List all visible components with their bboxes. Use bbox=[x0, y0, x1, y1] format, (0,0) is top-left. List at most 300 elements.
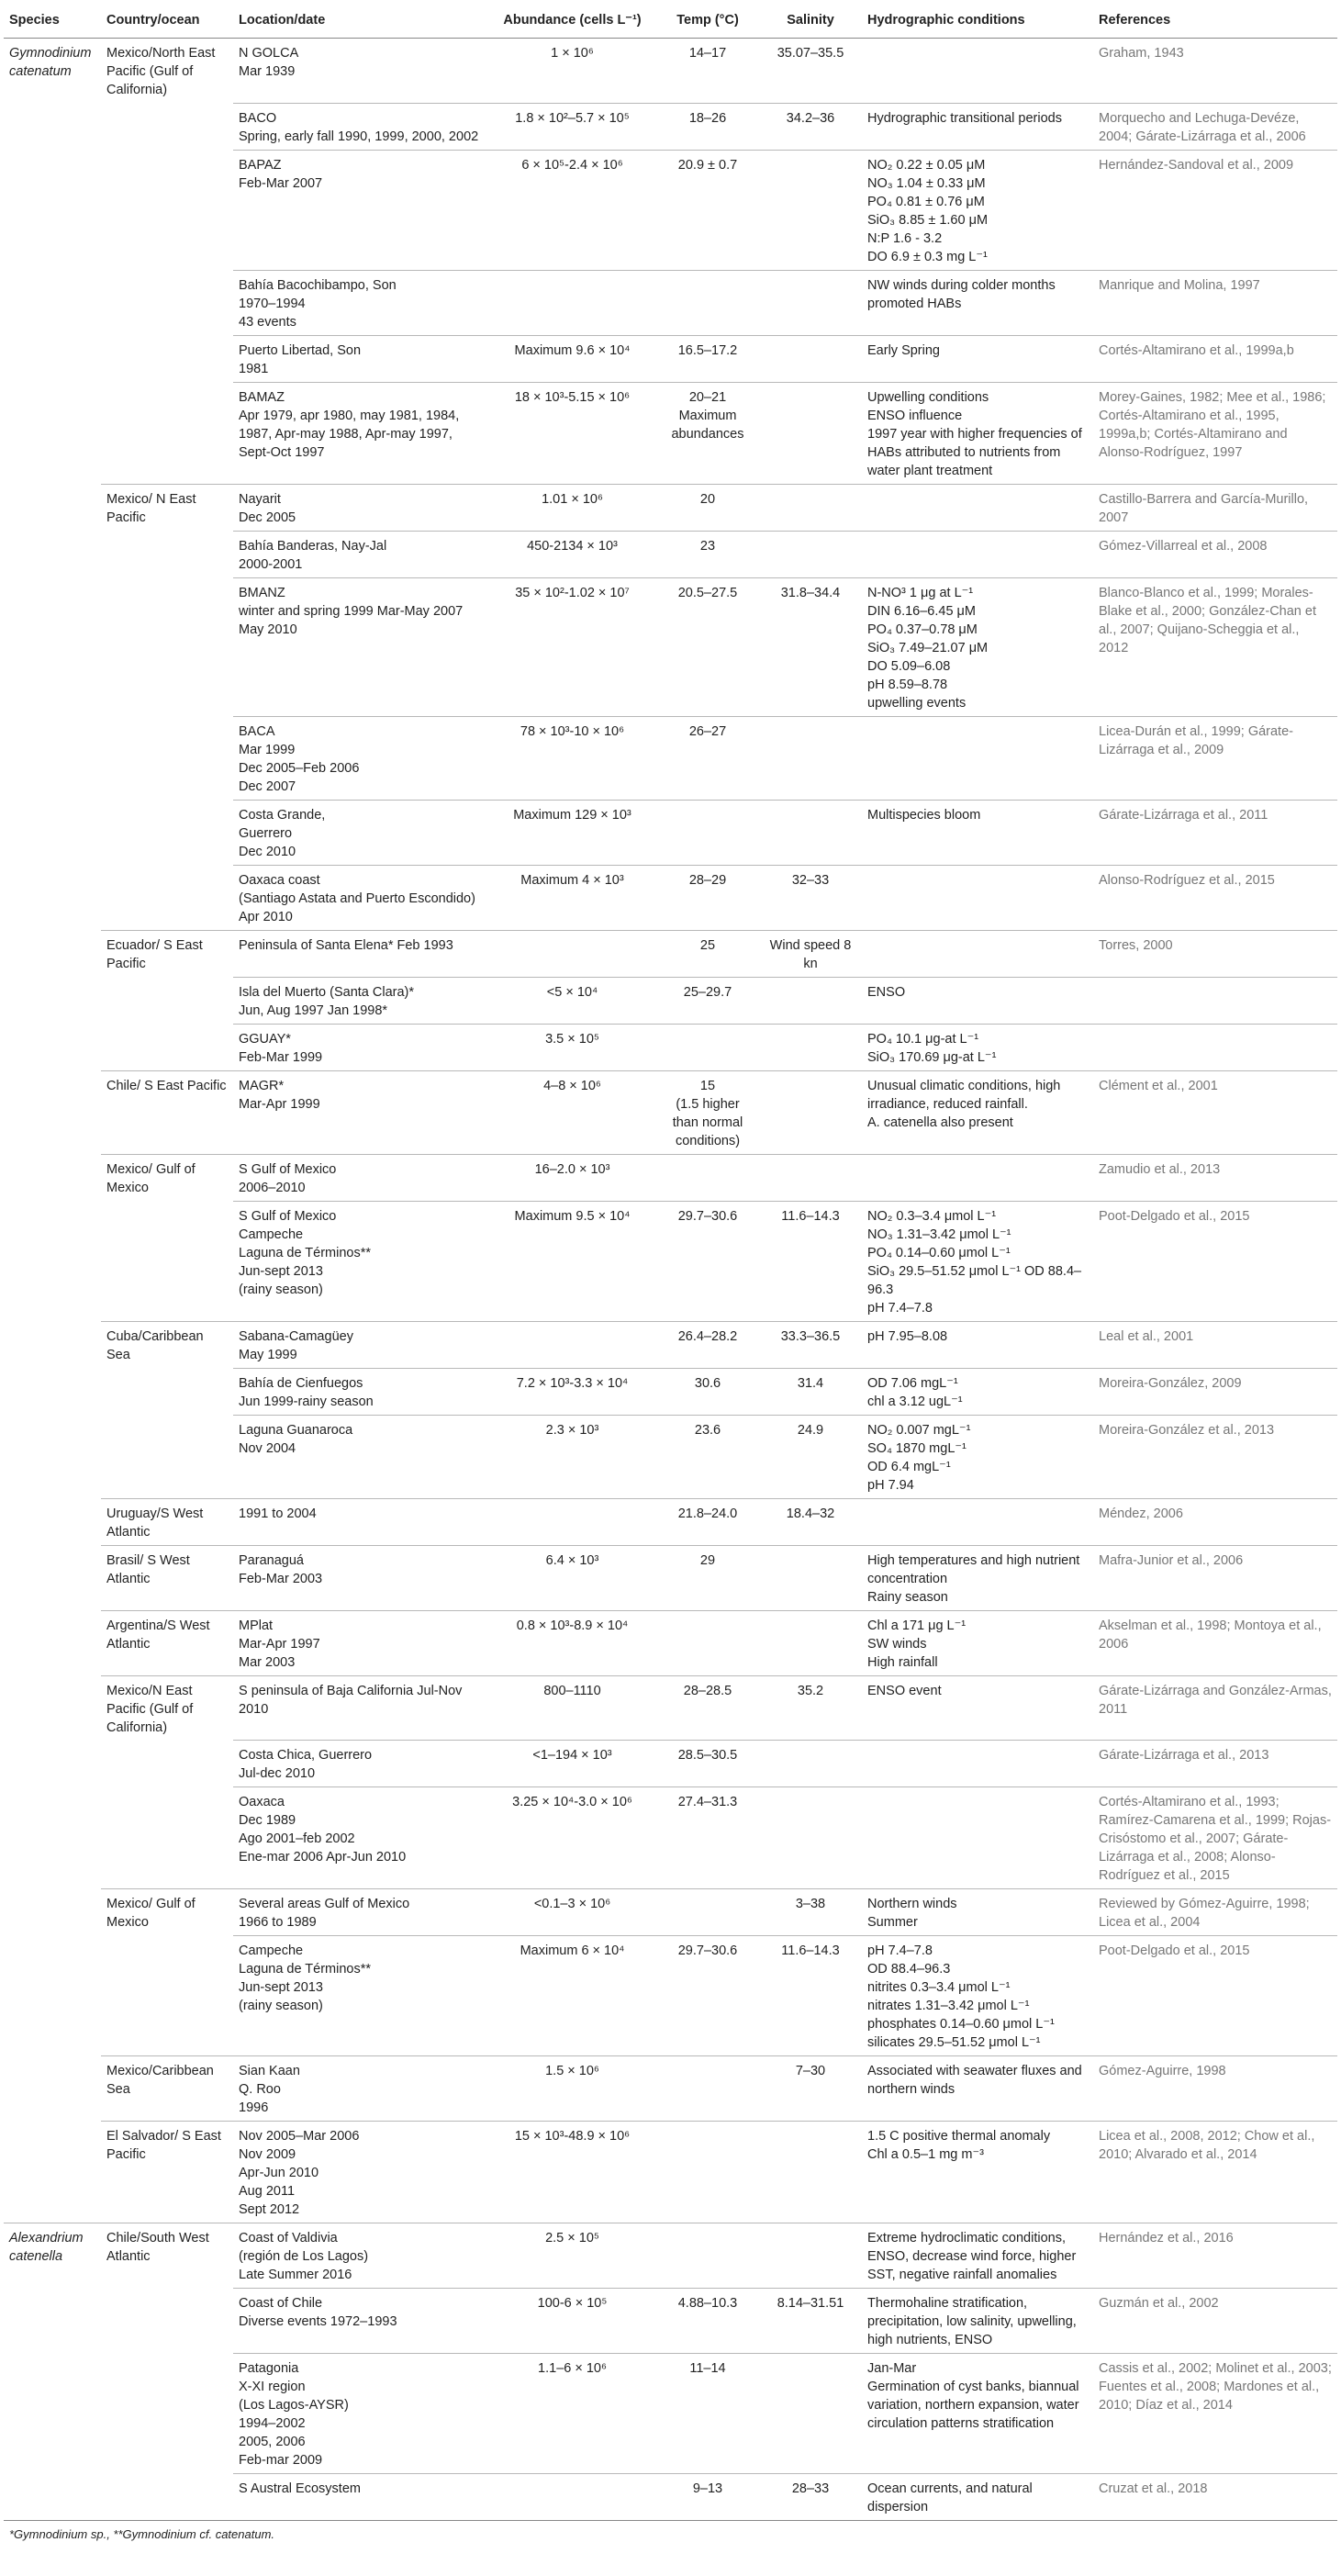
hydrographic-cell bbox=[862, 531, 1093, 577]
table-row bbox=[4, 382, 1337, 484]
species-cell bbox=[4, 1545, 101, 1610]
salinity-cell: 34.2–36 bbox=[759, 103, 862, 150]
salinity-cell bbox=[759, 1545, 862, 1610]
location-cell: Nov 2005–Mar 2006 Nov 2009 Apr-Jun 2010 Aug 2011 Sept 2012 bbox=[233, 2122, 488, 2223]
table-row bbox=[4, 1154, 1337, 1201]
header-salinity: Salinity bbox=[759, 4, 862, 39]
temp-cell: 28.5–30.5 bbox=[656, 1741, 759, 1787]
location-cell: Paranaguá Feb-Mar 2003 bbox=[233, 1545, 488, 1610]
references-cell bbox=[1093, 977, 1337, 1024]
references-cell: Zamudio et al., 2013 bbox=[1093, 1154, 1337, 1201]
abundance-cell: 6 × 10⁵-2.4 × 10⁶ bbox=[488, 150, 656, 270]
abundance-cell: 3.25 × 10⁴-3.0 × 10⁶ bbox=[488, 1787, 656, 1889]
hydrographic-cell: Upwelling conditions ENSO influence 1997 year with higher frequencies of HABs attributed to nutrients from water plant treatment bbox=[862, 382, 1093, 484]
country-cell: Mexico/Caribbean Sea bbox=[101, 2056, 233, 2122]
temp-cell: 23 bbox=[656, 531, 759, 577]
table-body bbox=[4, 39, 1337, 2521]
table-row bbox=[4, 39, 1337, 104]
hydrographic-cell: ENSO event bbox=[862, 1675, 1093, 1741]
references-cell bbox=[1093, 1024, 1337, 1070]
hydrographic-cell: Unusual climatic conditions, high irradiance, reduced rainfall. A. catenella also present bbox=[862, 1070, 1093, 1154]
country-cell bbox=[101, 1368, 233, 1415]
country-cell bbox=[101, 270, 233, 335]
species-cell bbox=[4, 1201, 101, 1321]
references-cell: Moreira-González et al., 2013 bbox=[1093, 1415, 1337, 1498]
salinity-cell: 3–38 bbox=[759, 1889, 862, 1936]
country-cell bbox=[101, 150, 233, 270]
location-cell: Isla del Muerto (Santa Clara)* Jun, Aug 1997 Jan 1998* bbox=[233, 977, 488, 1024]
abundance-cell: Maximum 4 × 10³ bbox=[488, 865, 656, 930]
species-cell bbox=[4, 977, 101, 1024]
salinity-cell: 11.6–14.3 bbox=[759, 1936, 862, 2056]
abundance-cell: 1 × 10⁶ bbox=[551, 46, 594, 61]
table-row bbox=[4, 1368, 1337, 1415]
references-cell: Manrique and Molina, 1997 bbox=[1093, 270, 1337, 335]
temp-cell bbox=[656, 1610, 759, 1675]
species-cell bbox=[4, 2474, 101, 2521]
country-cell bbox=[101, 1415, 233, 1498]
salinity-cell: 35.2 bbox=[759, 1675, 862, 1741]
references-cell: Méndez, 2006 bbox=[1093, 1498, 1337, 1545]
abundance-cell: Maximum 9.5 × 10⁴ bbox=[488, 1201, 656, 1321]
hydrographic-cell bbox=[862, 865, 1093, 930]
location-cell: Costa Grande, Guerrero Dec 2010 bbox=[233, 800, 488, 865]
species-cell bbox=[4, 716, 101, 800]
references-cell: Cassis et al., 2002; Molinet et al., 2003; Fuentes et al., 2008; Mardones et al., 2010; Díaz et al., 2014 bbox=[1093, 2354, 1337, 2474]
abundance-cell: 4–8 × 10⁶ bbox=[488, 1070, 656, 1154]
header-temp: Temp (°C) bbox=[656, 4, 759, 39]
country-cell bbox=[101, 335, 233, 382]
hydrographic-cell: NO₂ 0.22 ± 0.05 μM NO₃ 1.04 ± 0.33 μM PO₄ 0.81 ± 0.76 μM SiO₃ 8.85 ± 1.60 μM N:P 1.6 - 3.2 DO 6.9 ± 0.3 mg L⁻¹ bbox=[862, 150, 1093, 270]
salinity-cell: 24.9 bbox=[759, 1415, 862, 1498]
country-cell: Mexico/N East Pacific (Gulf of California) bbox=[101, 1675, 233, 1741]
hydrographic-cell: ENSO bbox=[862, 977, 1093, 1024]
abundance-cell: Maximum 6 × 10⁴ bbox=[488, 1936, 656, 2056]
references-cell: Cortés-Altamirano et al., 1999a,b bbox=[1093, 335, 1337, 382]
references-cell: Poot-Delgado et al., 2015 bbox=[1093, 1201, 1337, 1321]
location-cell: Laguna Guanaroca Nov 2004 bbox=[233, 1415, 488, 1498]
country-cell bbox=[101, 103, 233, 150]
hydrographic-cell: Early Spring bbox=[862, 335, 1093, 382]
location-cell: Puerto Libertad, Son 1981 bbox=[233, 335, 488, 382]
species-cell bbox=[4, 2289, 101, 2354]
abundance-cell: 100-6 × 10⁵ bbox=[488, 2289, 656, 2354]
hydrographic-cell: Northern winds Summer bbox=[862, 1889, 1093, 1936]
species-cell bbox=[4, 1610, 101, 1675]
species-cell bbox=[4, 1321, 101, 1368]
hydrographic-cell: Extreme hydroclimatic conditions, ENSO, decrease wind force, higher SST, negative rainfall anomalies bbox=[862, 2223, 1093, 2289]
country-cell bbox=[101, 531, 233, 577]
temp-cell: 18–26 bbox=[656, 103, 759, 150]
abundance-cell: 78 × 10³-10 × 10⁶ bbox=[488, 716, 656, 800]
table-row bbox=[4, 1321, 1337, 1368]
species-cell bbox=[4, 577, 101, 716]
hydrographic-cell: pH 7.4–7.8 OD 88.4–96.3 nitrites 0.3–3.4 μmol L⁻¹ nitrates 1.31–3.42 μmol L⁻¹ phosphates 0.14–0.60 μmol L⁻¹ silicates 29.5–51.52 μmol L⁻¹ bbox=[862, 1936, 1093, 2056]
species-cell bbox=[4, 1415, 101, 1498]
temp-cell: 16.5–17.2 bbox=[656, 335, 759, 382]
table-row bbox=[4, 1610, 1337, 1675]
abundance-cell: Maximum 9.6 × 10⁴ bbox=[488, 335, 656, 382]
species-cell bbox=[4, 2056, 101, 2122]
hydrographic-cell: OD 7.06 mgL⁻¹ chl a 3.12 ugL⁻¹ bbox=[862, 1368, 1093, 1415]
country-cell bbox=[101, 716, 233, 800]
species-cell bbox=[4, 1675, 101, 1741]
hab-records-table bbox=[4, 4, 1337, 2520]
temp-cell: 20.9 ± 0.7 bbox=[656, 150, 759, 270]
hydrographic-cell: Multispecies bloom bbox=[862, 800, 1093, 865]
species-cell bbox=[4, 800, 101, 865]
references-cell: Reviewed by Gómez-Aguirre, 1998; Licea et al., 2004 bbox=[1093, 1889, 1337, 1936]
abundance-cell: 1.5 × 10⁶ bbox=[488, 2056, 656, 2122]
location-cell: BACO Spring, early fall 1990, 1999, 2000, 2002 bbox=[233, 103, 488, 150]
temp-cell: 26–27 bbox=[656, 716, 759, 800]
table-row bbox=[4, 1070, 1337, 1154]
references-cell: Torres, 2000 bbox=[1093, 930, 1337, 977]
references-cell: Cortés-Altamirano et al., 1993; Ramírez-Camarena et al., 1999; Rojas-Crisóstomo et al., 2007; Gárate-Lizárraga et al., 2008; Alonso-Rodríguez et al., 2015 bbox=[1093, 1787, 1337, 1889]
temp-cell: 14–17 bbox=[688, 46, 727, 61]
temp-cell: 11–14 bbox=[656, 2354, 759, 2474]
location-cell: Oaxaca Dec 1989 Ago 2001–feb 2002 Ene-mar 2006 Apr-Jun 2010 bbox=[233, 1787, 488, 1889]
abundance-cell bbox=[488, 930, 656, 977]
country-cell: Uruguay/S West Atlantic bbox=[101, 1498, 233, 1545]
hydrographic-cell: Chl a 171 μg L⁻¹ SW winds High rainfall bbox=[862, 1610, 1093, 1675]
location-cell: Costa Chica, Guerrero Jul-dec 2010 bbox=[233, 1741, 488, 1787]
temp-cell: 4.88–10.3 bbox=[656, 2289, 759, 2354]
table-row bbox=[4, 270, 1337, 335]
salinity-cell bbox=[759, 1154, 862, 1201]
hydrographic-cell: Jan-Mar Germination of cyst banks, biannual variation, northern expansion, water circulation patterns stratification bbox=[862, 2354, 1093, 2474]
temp-cell: 30.6 bbox=[656, 1368, 759, 1415]
hydrographic-cell bbox=[862, 39, 1093, 104]
temp-cell bbox=[656, 1889, 759, 1936]
temp-cell: 20.5–27.5 bbox=[656, 577, 759, 716]
location-cell: S Gulf of Mexico Campeche Laguna de Términos** Jun-sept 2013 (rainy season) bbox=[233, 1201, 488, 1321]
table-row bbox=[4, 150, 1337, 270]
species-cell bbox=[4, 1936, 101, 2056]
temp-cell: 29.7–30.6 bbox=[656, 1201, 759, 1321]
species-cell bbox=[4, 1024, 101, 1070]
hydrographic-cell: PO₄ 10.1 μg-at L⁻¹ SiO₃ 170.69 μg-at L⁻¹ bbox=[862, 1024, 1093, 1070]
temp-cell: 25–29.7 bbox=[656, 977, 759, 1024]
abundance-cell: <5 × 10⁴ bbox=[488, 977, 656, 1024]
abundance-cell bbox=[488, 270, 656, 335]
table-row bbox=[4, 2056, 1337, 2122]
table-row bbox=[4, 2354, 1337, 2474]
species-cell bbox=[4, 1070, 101, 1154]
species-cell: Gymnodinium catenatum bbox=[9, 46, 92, 79]
abundance-cell: Maximum 129 × 10³ bbox=[488, 800, 656, 865]
references-cell: Licea-Durán et al., 1999; Gárate-Lizárraga et al., 2009 bbox=[1093, 716, 1337, 800]
abundance-cell: 7.2 × 10³-3.3 × 10⁴ bbox=[488, 1368, 656, 1415]
salinity-cell bbox=[759, 150, 862, 270]
country-cell bbox=[101, 2289, 233, 2354]
salinity-cell: Wind speed 8 kn bbox=[759, 930, 862, 977]
references-cell: Mafra-Junior et al., 2006 bbox=[1093, 1545, 1337, 1610]
table-row bbox=[4, 1545, 1337, 1610]
location-cell: BMANZ winter and spring 1999 Mar-May 2007 May 2010 bbox=[233, 577, 488, 716]
location-cell: S peninsula of Baja California Jul-Nov 2010 bbox=[233, 1675, 488, 1741]
species-cell bbox=[4, 382, 101, 484]
abundance-cell: <1–194 × 10³ bbox=[488, 1741, 656, 1787]
location-cell: Bahía de Cienfuegos Jun 1999-rainy season bbox=[233, 1368, 488, 1415]
location-cell: GGUAY* Feb-Mar 1999 bbox=[233, 1024, 488, 1070]
location-cell: Peninsula of Santa Elena* Feb 1993 bbox=[233, 930, 488, 977]
country-cell bbox=[101, 1024, 233, 1070]
references-cell: Hernández-Sandoval et al., 2009 bbox=[1093, 150, 1337, 270]
country-cell: Mexico/ N East Pacific bbox=[101, 484, 233, 531]
abundance-cell: 3.5 × 10⁵ bbox=[488, 1024, 656, 1070]
hydrographic-cell bbox=[862, 1498, 1093, 1545]
references-cell: Alonso-Rodríguez et al., 2015 bbox=[1093, 865, 1337, 930]
temp-cell: 27.4–31.3 bbox=[656, 1787, 759, 1889]
table-row bbox=[4, 1201, 1337, 1321]
species-cell bbox=[4, 1787, 101, 1889]
temp-cell: 29 bbox=[656, 1545, 759, 1610]
table-row bbox=[4, 2223, 1337, 2289]
table-footnote: *Gymnodinium sp., **Gymnodinium cf. catenatum. bbox=[9, 2527, 275, 2541]
abundance-cell: 2.3 × 10³ bbox=[488, 1415, 656, 1498]
salinity-cell bbox=[759, 1610, 862, 1675]
salinity-cell: 33.3–36.5 bbox=[759, 1321, 862, 1368]
abundance-cell: 0.8 × 10³-8.9 × 10⁴ bbox=[488, 1610, 656, 1675]
table-row bbox=[4, 2122, 1337, 2223]
salinity-cell bbox=[759, 1024, 862, 1070]
abundance-cell: 16–2.0 × 10³ bbox=[488, 1154, 656, 1201]
species-cell bbox=[4, 930, 101, 977]
table-row bbox=[4, 1936, 1337, 2056]
abundance-cell: 18 × 10³-5.15 × 10⁶ bbox=[488, 382, 656, 484]
country-cell: Chile/South West Atlantic bbox=[101, 2223, 233, 2289]
location-cell: Sabana-Camagüey May 1999 bbox=[233, 1321, 488, 1368]
location-cell: 1991 to 2004 bbox=[233, 1498, 488, 1545]
salinity-cell: 35.07–35.5 bbox=[777, 46, 844, 61]
location-cell: MAGR* Mar-Apr 1999 bbox=[233, 1070, 488, 1154]
references-cell: Gómez-Villarreal et al., 2008 bbox=[1093, 531, 1337, 577]
country-cell bbox=[101, 977, 233, 1024]
table-row bbox=[4, 1675, 1337, 1741]
salinity-cell: 31.4 bbox=[759, 1368, 862, 1415]
references-cell: Gómez-Aguirre, 1998 bbox=[1093, 2056, 1337, 2122]
abundance-cell: 1.01 × 10⁶ bbox=[488, 484, 656, 531]
references-cell: Poot-Delgado et al., 2015 bbox=[1093, 1936, 1337, 2056]
abundance-cell bbox=[488, 1498, 656, 1545]
country-cell: Mexico/ Gulf of Mexico bbox=[101, 1889, 233, 1936]
location-cell: S Austral Ecosystem bbox=[233, 2474, 488, 2521]
country-cell: Argentina/S West Atlantic bbox=[101, 1610, 233, 1675]
temp-cell: 26.4–28.2 bbox=[656, 1321, 759, 1368]
country-cell: Cuba/Caribbean Sea bbox=[101, 1321, 233, 1368]
temp-cell bbox=[656, 1154, 759, 1201]
location-cell: Several areas Gulf of Mexico 1966 to 1989 bbox=[233, 1889, 488, 1936]
abundance-cell: 450-2134 × 10³ bbox=[488, 531, 656, 577]
species-cell bbox=[4, 270, 101, 335]
hydrographic-cell bbox=[862, 484, 1093, 531]
references-cell: Gárate-Lizárraga et al., 2013 bbox=[1093, 1741, 1337, 1787]
table-row bbox=[4, 484, 1337, 531]
species-cell bbox=[4, 484, 101, 531]
salinity-cell bbox=[759, 531, 862, 577]
abundance-cell: <0.1–3 × 10⁶ bbox=[488, 1889, 656, 1936]
country-cell bbox=[101, 2354, 233, 2474]
hydrographic-cell: Hydrographic transitional periods bbox=[862, 103, 1093, 150]
references-cell: Gárate-Lizárraga et al., 2011 bbox=[1093, 800, 1337, 865]
table-row bbox=[4, 1741, 1337, 1787]
table-row bbox=[4, 1498, 1337, 1545]
country-cell: Chile/ S East Pacific bbox=[101, 1070, 233, 1154]
temp-cell bbox=[656, 2122, 759, 2223]
header-species: Species bbox=[4, 4, 101, 39]
hydrographic-cell bbox=[862, 1787, 1093, 1889]
table-row bbox=[4, 335, 1337, 382]
salinity-cell bbox=[759, 1070, 862, 1154]
hydrographic-cell: High temperatures and high nutrient concentration Rainy season bbox=[862, 1545, 1093, 1610]
temp-cell bbox=[656, 1024, 759, 1070]
species-cell bbox=[4, 2354, 101, 2474]
temp-cell bbox=[656, 270, 759, 335]
species-cell bbox=[4, 1741, 101, 1787]
location-cell: BACA Mar 1999 Dec 2005–Feb 2006 Dec 2007 bbox=[233, 716, 488, 800]
salinity-cell bbox=[759, 382, 862, 484]
header-country: Country/ocean bbox=[101, 4, 233, 39]
location-cell: Campeche Laguna de Términos** Jun-sept 2013 (rainy season) bbox=[233, 1936, 488, 2056]
temp-cell: 9–13 bbox=[656, 2474, 759, 2521]
location-cell: Coast of Valdivia (región de Los Lagos) Late Summer 2016 bbox=[233, 2223, 488, 2289]
salinity-cell bbox=[759, 800, 862, 865]
temp-cell: 21.8–24.0 bbox=[656, 1498, 759, 1545]
salinity-cell: 31.8–34.4 bbox=[759, 577, 862, 716]
table-row bbox=[4, 977, 1337, 1024]
hydrographic-cell bbox=[862, 1741, 1093, 1787]
hydrographic-cell: NO₂ 0.007 mgL⁻¹ SO₄ 1870 mgL⁻¹ OD 6.4 mgL⁻¹ pH 7.94 bbox=[862, 1415, 1093, 1498]
salinity-cell bbox=[759, 335, 862, 382]
temp-cell: 25 bbox=[656, 930, 759, 977]
country-cell: Ecuador/ S East Pacific bbox=[101, 930, 233, 977]
country-cell bbox=[101, 800, 233, 865]
references-cell: Clément et al., 2001 bbox=[1093, 1070, 1337, 1154]
references-cell: Akselman et al., 1998; Montoya et al., 2006 bbox=[1093, 1610, 1337, 1675]
abundance-cell: 35 × 10²-1.02 × 10⁷ bbox=[488, 577, 656, 716]
country-cell: Brasil/ S West Atlantic bbox=[101, 1545, 233, 1610]
references-cell: Licea et al., 2008, 2012; Chow et al., 2010; Alvarado et al., 2014 bbox=[1093, 2122, 1337, 2223]
temp-cell: 20 bbox=[656, 484, 759, 531]
temp-cell bbox=[656, 800, 759, 865]
abundance-cell: 15 × 10³-48.9 × 10⁶ bbox=[488, 2122, 656, 2223]
hydrographic-cell bbox=[862, 930, 1093, 977]
salinity-cell bbox=[759, 2223, 862, 2289]
temp-cell: 20–21 Maximum abundances bbox=[656, 382, 759, 484]
header-location: Location/date bbox=[233, 4, 488, 39]
salinity-cell bbox=[759, 270, 862, 335]
table-row bbox=[4, 930, 1337, 977]
references-cell: Gárate-Lizárraga and González-Armas, 2011 bbox=[1093, 1675, 1337, 1741]
country-cell: Mexico/North East Pacific (Gulf of California) bbox=[106, 46, 216, 97]
table-row bbox=[4, 716, 1337, 800]
salinity-cell bbox=[759, 1741, 862, 1787]
abundance-cell: 6.4 × 10³ bbox=[488, 1545, 656, 1610]
salinity-cell bbox=[759, 1787, 862, 1889]
country-cell bbox=[101, 1741, 233, 1787]
country-cell bbox=[101, 1787, 233, 1889]
location-cell: Bahía Bacochibampo, Son 1970–1994 43 events bbox=[233, 270, 488, 335]
temp-cell: 28–28.5 bbox=[656, 1675, 759, 1741]
header-abundance: Abundance (cells L⁻¹) bbox=[488, 4, 656, 39]
references-cell: Graham, 1943 bbox=[1099, 46, 1184, 61]
country-cell bbox=[101, 1936, 233, 2056]
abundance-cell: 1.8 × 10²–5.7 × 10⁵ bbox=[488, 103, 656, 150]
table-row bbox=[4, 2289, 1337, 2354]
abundance-cell bbox=[488, 2474, 656, 2521]
location-cell: S Gulf of Mexico 2006–2010 bbox=[233, 1154, 488, 1201]
references-cell: Moreira-González, 2009 bbox=[1093, 1368, 1337, 1415]
temp-cell bbox=[656, 2056, 759, 2122]
hydrographic-cell: NW winds during colder months promoted HABs bbox=[862, 270, 1093, 335]
location-cell: BAPAZ Feb-Mar 2007 bbox=[233, 150, 488, 270]
table-row bbox=[4, 1787, 1337, 1889]
temp-cell: 29.7–30.6 bbox=[656, 1936, 759, 2056]
hydrographic-cell: NO₂ 0.3–3.4 μmol L⁻¹ NO₃ 1.31–3.42 μmol L⁻¹ PO₄ 0.14–0.60 μmol L⁻¹ SiO₃ 29.5–51.52 μmol L⁻¹ OD 88.4–96.3 pH 7.4–7.8 bbox=[862, 1201, 1093, 1321]
species-cell bbox=[4, 150, 101, 270]
salinity-cell: 18.4–32 bbox=[759, 1498, 862, 1545]
references-cell: Guzmán et al., 2002 bbox=[1093, 2289, 1337, 2354]
location-cell: Nayarit Dec 2005 bbox=[233, 484, 488, 531]
salinity-cell bbox=[759, 484, 862, 531]
location-cell: BAMAZ Apr 1979, apr 1980, may 1981, 1984, 1987, Apr-may 1988, Apr-may 1997, Sept-Oct 1997 bbox=[233, 382, 488, 484]
table-row bbox=[4, 531, 1337, 577]
salinity-cell: 11.6–14.3 bbox=[759, 1201, 862, 1321]
abundance-cell: 2.5 × 10⁵ bbox=[488, 2223, 656, 2289]
references-cell: Hernández et al., 2016 bbox=[1093, 2223, 1337, 2289]
species-cell bbox=[4, 335, 101, 382]
table-row bbox=[4, 1415, 1337, 1498]
country-cell bbox=[101, 577, 233, 716]
hydrographic-cell: Thermohaline stratification, precipitation, low salinity, upwelling, high nutrients, ENSO bbox=[862, 2289, 1093, 2354]
country-cell: Mexico/ Gulf of Mexico bbox=[101, 1154, 233, 1201]
temp-cell: 15 (1.5 higher than normal conditions) bbox=[656, 1070, 759, 1154]
references-cell: Blanco-Blanco et al., 1999; Morales-Blake et al., 2000; González-Chan et al., 2007; Quijano-Scheggia et al., 2012 bbox=[1093, 577, 1337, 716]
species-cell bbox=[4, 2122, 101, 2223]
location-cell: Oaxaca coast (Santiago Astata and Puerto Escondido) Apr 2010 bbox=[233, 865, 488, 930]
document bbox=[4, 4, 1337, 2543]
hydrographic-cell bbox=[862, 716, 1093, 800]
country-cell bbox=[101, 382, 233, 484]
hydrographic-cell bbox=[862, 1154, 1093, 1201]
country-cell bbox=[101, 2474, 233, 2521]
header-row bbox=[4, 4, 1337, 39]
hydrographic-cell: N-NO³ 1 μg at L⁻¹ DIN 6.16–6.45 μM PO₄ 0.37–0.78 μM SiO₃ 7.49–21.07 μM DO 5.09–6.08 pH 8.59–8.78 upwelling events bbox=[862, 577, 1093, 716]
references-cell: Morquecho and Lechuga-Devéze, 2004; Gárate-Lizárraga et al., 2006 bbox=[1093, 103, 1337, 150]
salinity-cell bbox=[759, 2122, 862, 2223]
hydrographic-cell: 1.5 C positive thermal anomaly Chl a 0.5–1 mg m⁻³ bbox=[862, 2122, 1093, 2223]
table-row bbox=[4, 1889, 1337, 1936]
species-cell bbox=[4, 1889, 101, 1936]
location-cell: Coast of Chile Diverse events 1972–1993 bbox=[233, 2289, 488, 2354]
species-cell bbox=[4, 865, 101, 930]
location-cell: Bahía Banderas, Nay-Jal 2000-2001 bbox=[233, 531, 488, 577]
table-row bbox=[4, 103, 1337, 150]
salinity-cell: 32–33 bbox=[759, 865, 862, 930]
location-cell: MPlat Mar-Apr 1997 Mar 2003 bbox=[233, 1610, 488, 1675]
table-row bbox=[4, 577, 1337, 716]
temp-cell bbox=[656, 2223, 759, 2289]
references-cell: Morey-Gaines, 1982; Mee et al., 1986; Cortés-Altamirano et al., 1995, 1999a,b; Cortés-Altamirano and Alonso-Rodríguez, 1997 bbox=[1093, 382, 1337, 484]
species-cell: Alexandrium catenella bbox=[4, 2223, 101, 2289]
references-cell: Castillo-Barrera and García-Murillo, 2007 bbox=[1093, 484, 1337, 531]
header-references: References bbox=[1093, 4, 1337, 39]
references-cell: Cruzat et al., 2018 bbox=[1093, 2474, 1337, 2521]
table-row bbox=[4, 865, 1337, 930]
abundance-cell bbox=[488, 1321, 656, 1368]
header-hydrographic: Hydrographic conditions bbox=[862, 4, 1093, 39]
